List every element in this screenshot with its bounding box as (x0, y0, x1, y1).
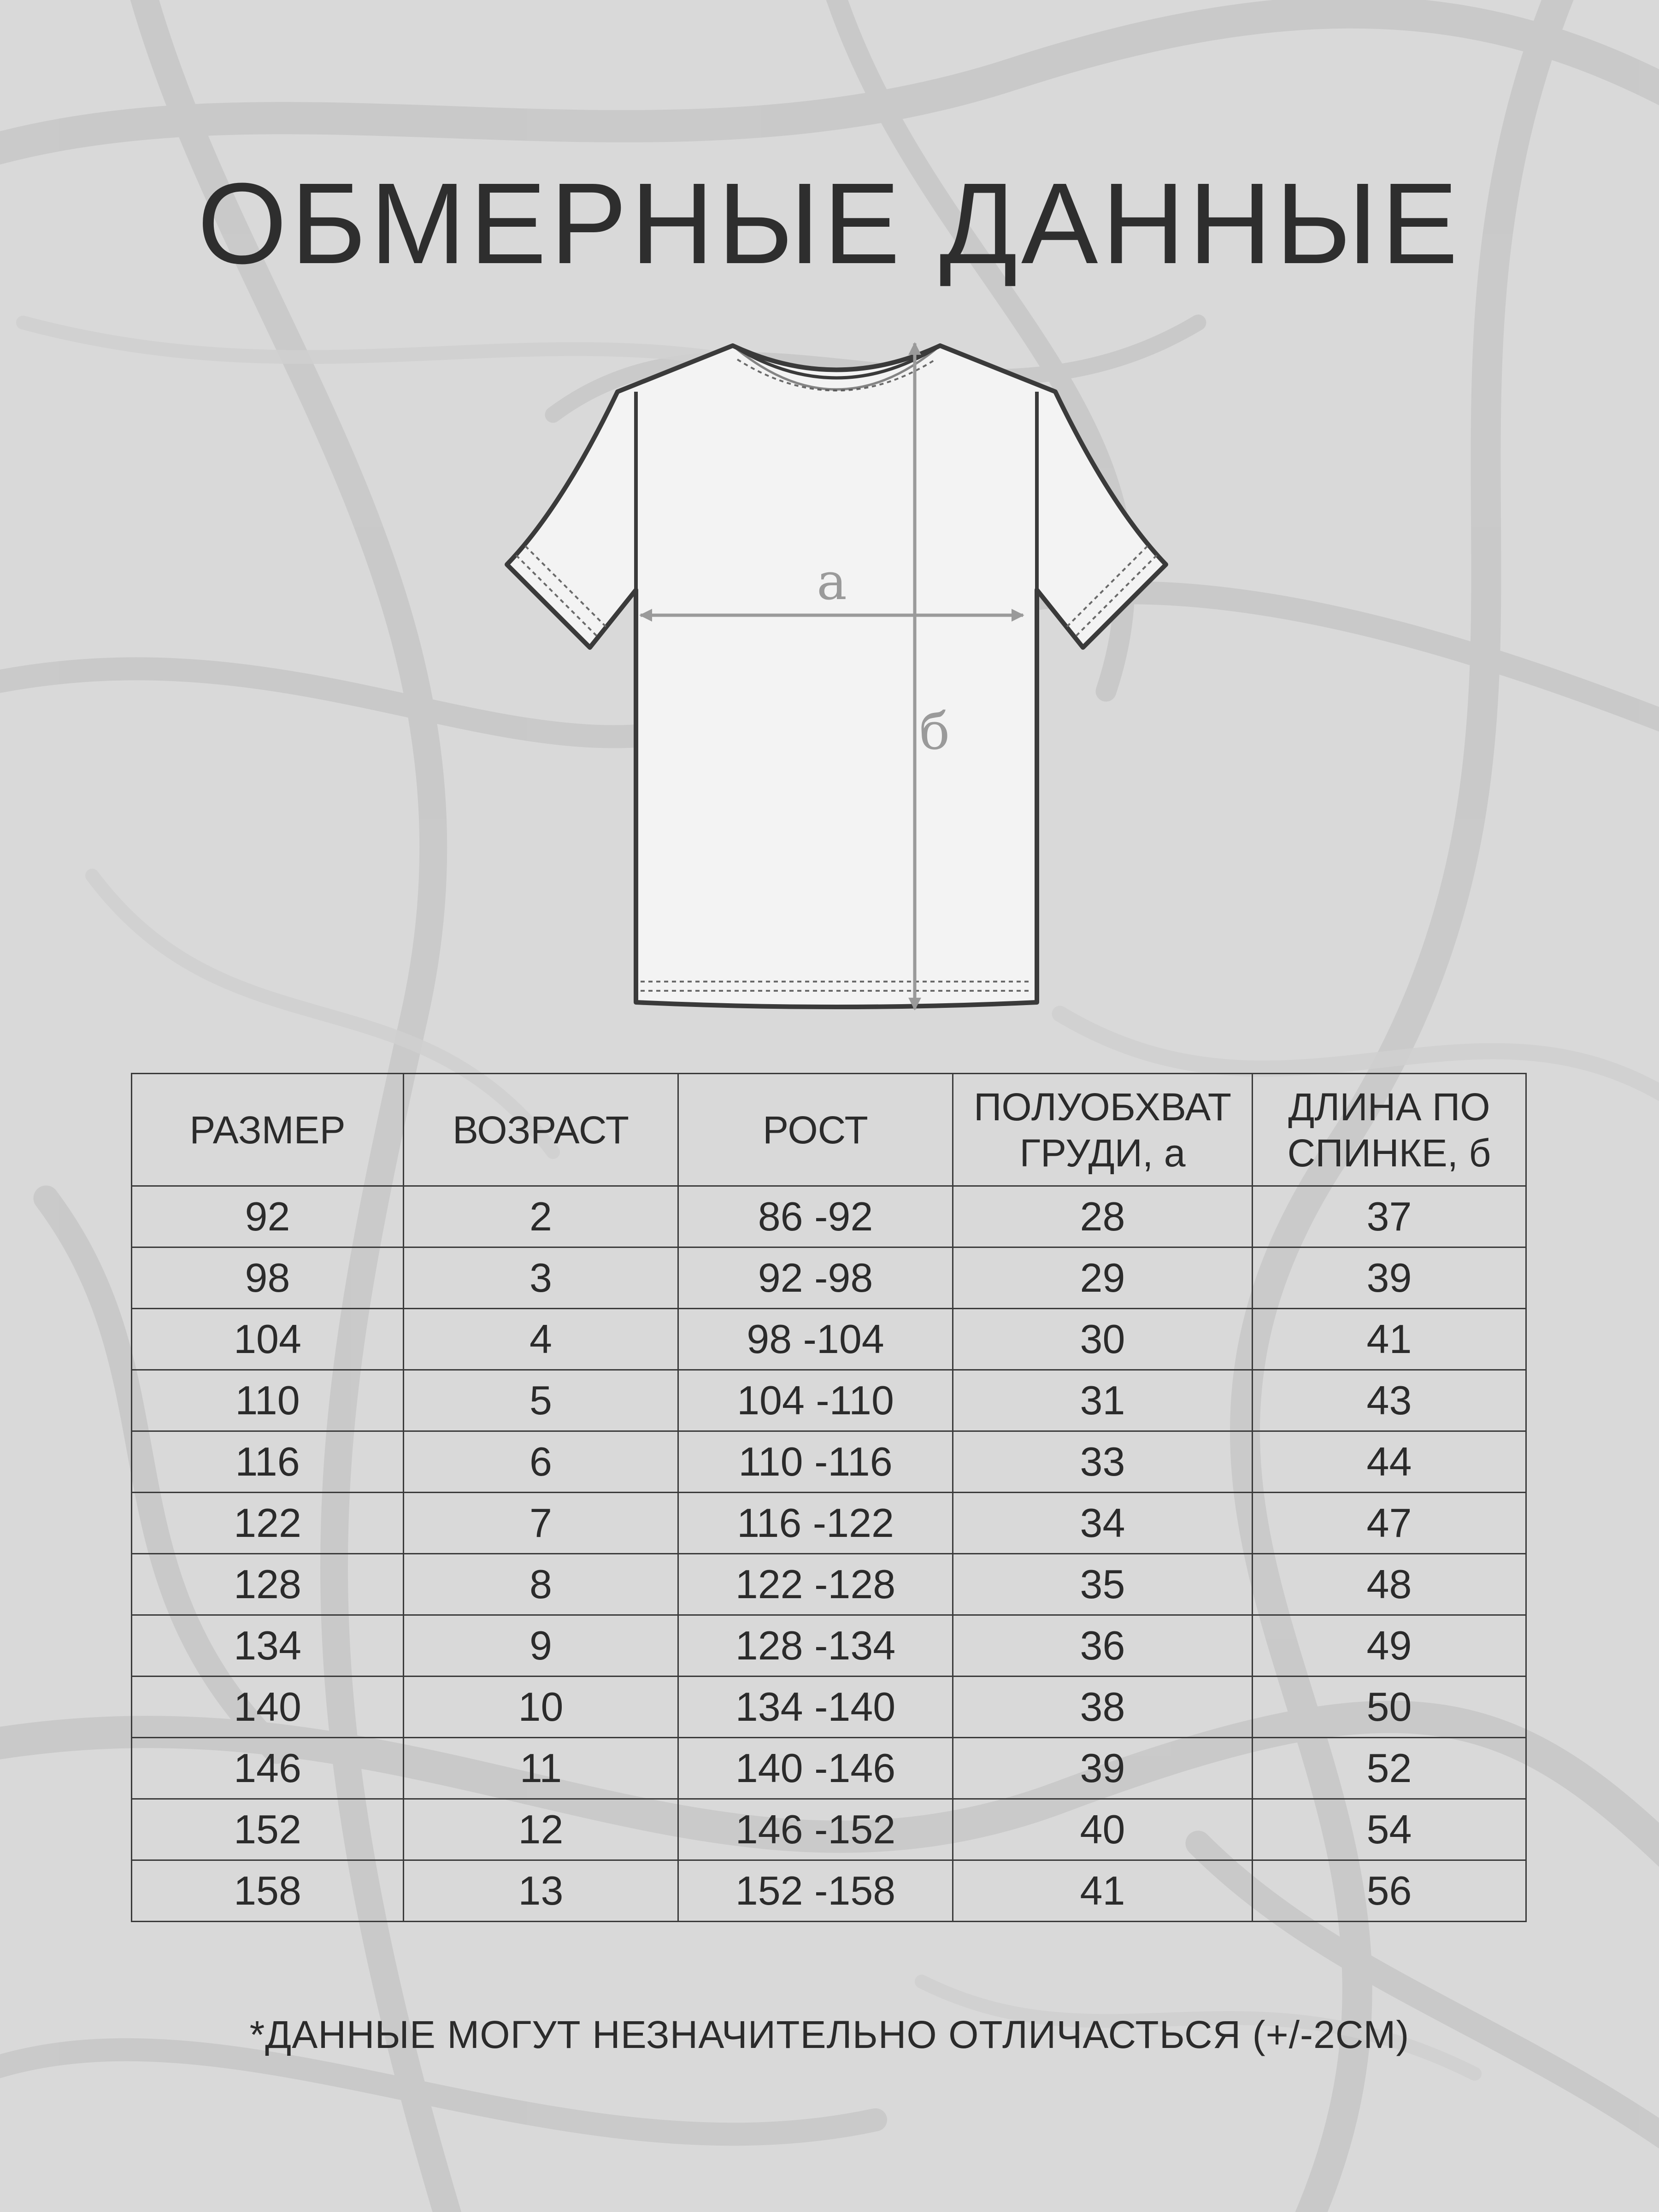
table-row (132, 1615, 1526, 1677)
header-chest: ПОЛУОБХВАТ ГРУДИ, а (953, 1074, 1253, 1186)
cell-chest: 31 (953, 1370, 1253, 1431)
cell-age: 9 (404, 1615, 678, 1677)
header-back-length: ДЛИНА ПО СПИНКЕ, б (1253, 1074, 1526, 1186)
cell-back-length: 49 (1253, 1615, 1526, 1677)
cell-size: 152 (132, 1799, 404, 1860)
cell-age: 5 (404, 1370, 678, 1431)
table-header-row (132, 1074, 1526, 1186)
cell-size: 110 (132, 1370, 404, 1431)
cell-size: 92 (132, 1186, 404, 1247)
cell-age: 7 (404, 1493, 678, 1554)
cell-chest: 30 (953, 1309, 1253, 1370)
cell-size: 140 (132, 1677, 404, 1738)
tshirt-diagram (475, 323, 1212, 1032)
cell-chest: 36 (953, 1615, 1253, 1677)
cell-height: 134 -140 (678, 1677, 953, 1738)
cell-back-length: 47 (1253, 1493, 1526, 1554)
cell-size: 104 (132, 1309, 404, 1370)
cell-height: 128 -134 (678, 1615, 953, 1677)
cell-chest: 39 (953, 1738, 1253, 1799)
table-row (132, 1370, 1526, 1431)
cell-height: 122 -128 (678, 1554, 953, 1615)
cell-chest: 35 (953, 1554, 1253, 1615)
table-row (132, 1860, 1526, 1922)
cell-chest: 28 (953, 1186, 1253, 1247)
size-table (131, 1073, 1527, 1922)
cell-size: 98 (132, 1247, 404, 1309)
tshirt-outline (507, 346, 1166, 1007)
header-age: ВОЗРАСТ (404, 1074, 678, 1186)
cell-back-length: 52 (1253, 1738, 1526, 1799)
cell-back-length: 50 (1253, 1677, 1526, 1738)
cell-height: 146 -152 (678, 1799, 953, 1860)
cell-size: 116 (132, 1431, 404, 1493)
cell-chest: 29 (953, 1247, 1253, 1309)
cell-age: 11 (404, 1738, 678, 1799)
table-row (132, 1738, 1526, 1799)
footnote: *ДАННЫЕ МОГУТ НЕЗНАЧИТЕЛЬНО ОТЛИЧАСТЬСЯ (+/-2СМ) (249, 2013, 1410, 2056)
table-row (132, 1677, 1526, 1738)
cell-age: 8 (404, 1554, 678, 1615)
cell-size: 146 (132, 1738, 404, 1799)
table-row (132, 1493, 1526, 1554)
cell-back-length: 54 (1253, 1799, 1526, 1860)
cell-back-length: 48 (1253, 1554, 1526, 1615)
cell-age: 13 (404, 1860, 678, 1922)
cell-height: 152 -158 (678, 1860, 953, 1922)
label-a: а (817, 552, 847, 611)
cell-chest: 33 (953, 1431, 1253, 1493)
cell-age: 3 (404, 1247, 678, 1309)
table-row (132, 1186, 1526, 1247)
cell-age: 12 (404, 1799, 678, 1860)
label-b: б (919, 702, 950, 761)
cell-size: 128 (132, 1554, 404, 1615)
cell-age: 10 (404, 1677, 678, 1738)
cell-height: 104 -110 (678, 1370, 953, 1431)
cell-height: 116 -122 (678, 1493, 953, 1554)
cell-height: 86 -92 (678, 1186, 953, 1247)
cell-chest: 34 (953, 1493, 1253, 1554)
cell-height: 110 -116 (678, 1431, 953, 1493)
table-row (132, 1554, 1526, 1615)
cell-age: 6 (404, 1431, 678, 1493)
cell-age: 4 (404, 1309, 678, 1370)
cell-height: 92 -98 (678, 1247, 953, 1309)
cell-chest: 38 (953, 1677, 1253, 1738)
cell-chest: 41 (953, 1860, 1253, 1922)
table-row (132, 1247, 1526, 1309)
header-height: РОСТ (678, 1074, 953, 1186)
table-row (132, 1431, 1526, 1493)
page-title: ОБМЕРНЫЕ ДАННЫЕ (197, 159, 1462, 288)
header-size: РАЗМЕР (132, 1074, 404, 1186)
cell-back-length: 39 (1253, 1247, 1526, 1309)
cell-size: 158 (132, 1860, 404, 1922)
cell-size: 122 (132, 1493, 404, 1554)
cell-size: 134 (132, 1615, 404, 1677)
cell-back-length: 37 (1253, 1186, 1526, 1247)
cell-height: 140 -146 (678, 1738, 953, 1799)
cell-height: 98 -104 (678, 1309, 953, 1370)
cell-age: 2 (404, 1186, 678, 1247)
table-row (132, 1309, 1526, 1370)
cell-back-length: 41 (1253, 1309, 1526, 1370)
cell-back-length: 43 (1253, 1370, 1526, 1431)
cell-back-length: 56 (1253, 1860, 1526, 1922)
table-row (132, 1799, 1526, 1860)
cell-back-length: 44 (1253, 1431, 1526, 1493)
cell-chest: 40 (953, 1799, 1253, 1860)
